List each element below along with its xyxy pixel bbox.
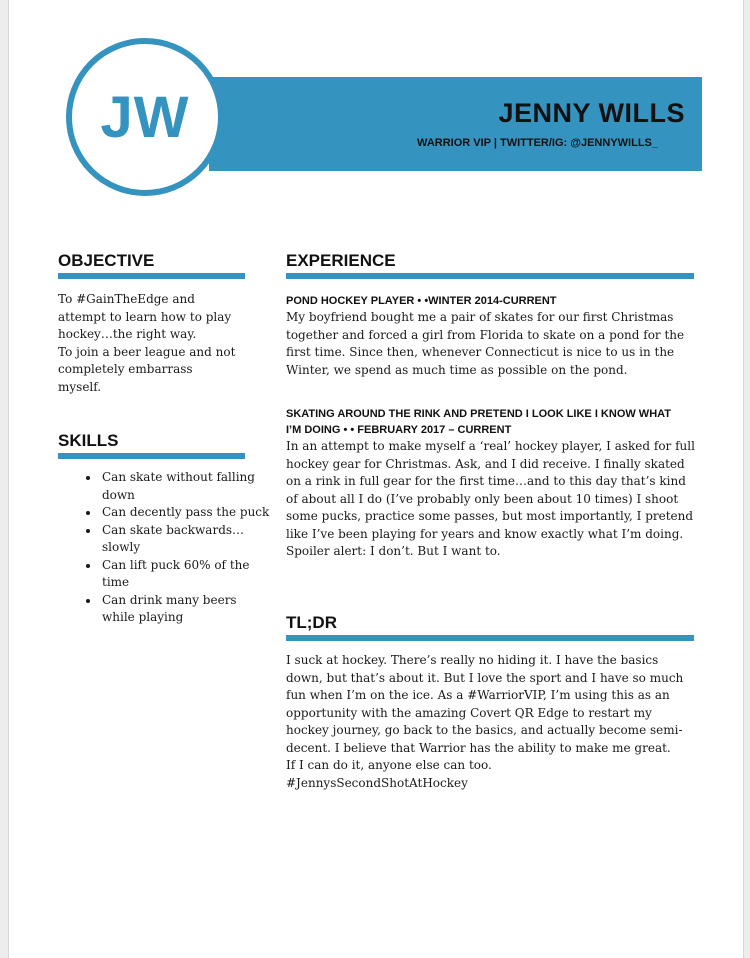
job-title: POND HOCKEY PLAYER • •WINTER 2014-CURRENT	[286, 295, 557, 307]
objective-text	[58, 291, 258, 396]
candidate-subtitle: WARRIOR VIP | TWITTER/IG: @JENNYWILLS_	[417, 137, 658, 149]
candidate-name: JENNY WILLS	[498, 98, 685, 128]
skills-heading: SKILLS	[58, 431, 119, 450]
skill-item: • Can drink many beers while playing	[100, 592, 270, 627]
monogram-circle	[66, 38, 224, 196]
objective-line: attempt to learn how to play	[58, 309, 232, 324]
tldr-paragraph: I suck at hockey. There’s really no hiding it. I have the basics down, but that’s about it. But I love the sport and I have so much fun when I’m on the ice. As a #WarriorVIP, I’m using this as an opportunity with the amazing Covert QR Edge to restart my hockey journey, go back to the basics, and actually become semi-decent. I believe that Warrior has the ability to make me great.	[286, 653, 684, 755]
job-description: In an attempt to make myself a ‘real’ hockey player, I asked for full hockey gear for Christmas. Ask, and I did receive. I finally skated on a rink in full gear for the first time…and to this day that’s kind of about all I do (I’ve probably only been about 10 times) I shoot some pucks, practice some passes, but most importantly, I pretend like I’ve been playing for years and know exactly what I’m doing. Spoiler alert: I don’t. But I want to.	[286, 439, 695, 558]
job-description: My boyfriend bought me a pair of skates for our first Christmas together and forced a girl from Florida to skate on a pond for the first time. Since then, whenever Connecticut is nice to us in the Winter, we spend as much time as possible on the pond.	[286, 310, 685, 377]
monogram-initials: JW	[100, 84, 190, 150]
tldr-closing: If I can do it, anyone else can too.	[286, 758, 492, 772]
tldr-hashtag: #JennysSecondShotAtHockey	[286, 775, 468, 790]
resume-page	[8, 0, 744, 958]
objective-line: completely embarrass	[58, 362, 193, 376]
objective-line: To join a beer league and not	[58, 344, 236, 359]
skill-item: • Can skate backwards…slowly	[100, 522, 270, 557]
experience-heading: EXPERIENCE	[286, 251, 396, 270]
objective-line: myself.	[58, 379, 102, 394]
skill-item: • Can decently pass the puck	[100, 504, 270, 522]
objective-line: To #GainTheEdge and	[58, 292, 195, 306]
skill-item: • Can lift puck 60% of the time	[100, 557, 270, 592]
skill-item: • Can skate without falling down	[100, 469, 270, 504]
objective-rule	[58, 273, 245, 279]
skills-list	[80, 469, 270, 627]
objective-line: hockey…the right way.	[58, 327, 197, 341]
tldr-text	[286, 652, 698, 792]
objective-heading: OBJECTIVE	[58, 251, 155, 270]
job-title: SKATING AROUND THE RINK AND PRETEND I LOOK LIKE I KNOW WHAT I’M DOING • • FEBRUARY 2017 – CURRENT	[286, 408, 671, 436]
tldr-heading: TL;DR	[286, 613, 337, 632]
tldr-rule	[286, 635, 694, 641]
skills-rule	[58, 453, 245, 459]
experience-rule	[286, 273, 694, 279]
